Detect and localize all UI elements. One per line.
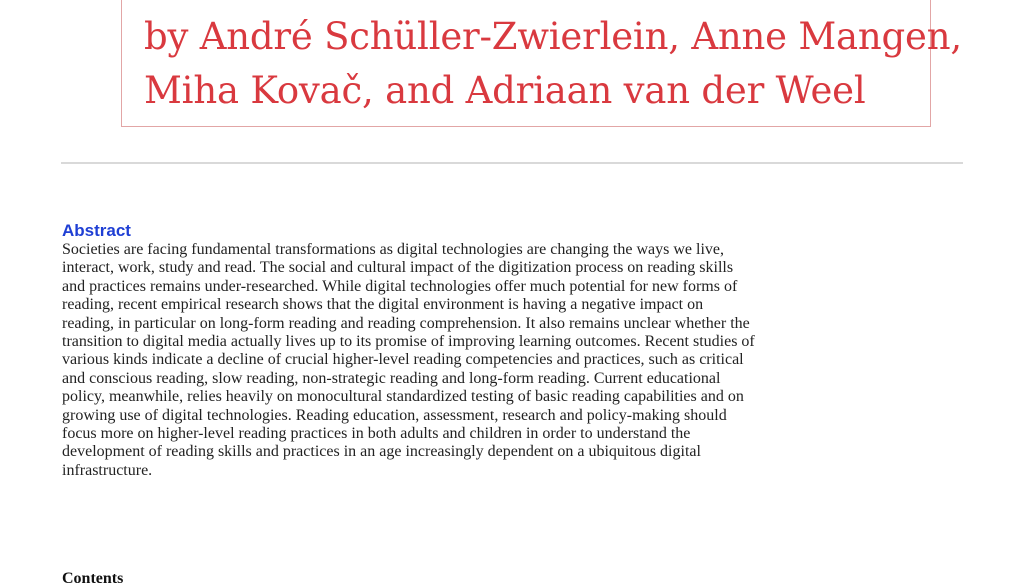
title-box: [121, 0, 962, 127]
abstract-line: growing use of digital technologies. Reading education, assessment, research and policy-making should: [62, 406, 727, 424]
abstract-line: various kinds indicate a decline of crucial higher-level reading competencies and practices, such as critical: [62, 351, 744, 369]
abstract-line: Societies are facing fundamental transformations as digital technologies are changing the ways we live,: [62, 241, 724, 258]
abstract-line: and practices remains under-researched. While digital technologies offer much potential for new forms of: [62, 277, 738, 295]
title-line-authors-2: Miha Kovač, and Adriaan van der Weel: [144, 69, 866, 112]
abstract-line: interact, work, study and read. The social and cultural impact of the digitization process on reading skills: [62, 259, 734, 277]
abstract-heading: Abstract: [62, 221, 131, 240]
abstract-line: focus more on higher-level reading practices in both adults and children in order to understand the: [62, 425, 691, 443]
contents-heading: Contents: [62, 570, 124, 585]
abstract-line: development of reading skills and practices in an age increasingly dependent on a ubiquitous digital: [62, 443, 701, 461]
abstract-line: reading, in particular on long-form reading and reading comprehension. It also remains unclear whether the: [62, 314, 750, 332]
title-line-authors-1: by André Schüller-Zwierlein, Anne Mangen,: [144, 15, 962, 58]
abstract-line: and conscious reading, slow reading, non-strategic reading and long-form reading. Current educational: [62, 369, 721, 387]
abstract-line: reading, recent empirical research shows that the digital environment is having a negative impact on: [62, 296, 704, 314]
abstract-line: policy, meanwhile, relies heavily on monocultural standardized testing of basic reading capabilities and on: [62, 388, 744, 406]
abstract-line: infrastructure.: [62, 461, 153, 479]
abstract-line: transition to digital media actually lives up to its promise of improving learning outcomes. Recent studies of: [62, 333, 755, 351]
abstract-body: [62, 241, 967, 480]
section-divider: [61, 162, 963, 164]
